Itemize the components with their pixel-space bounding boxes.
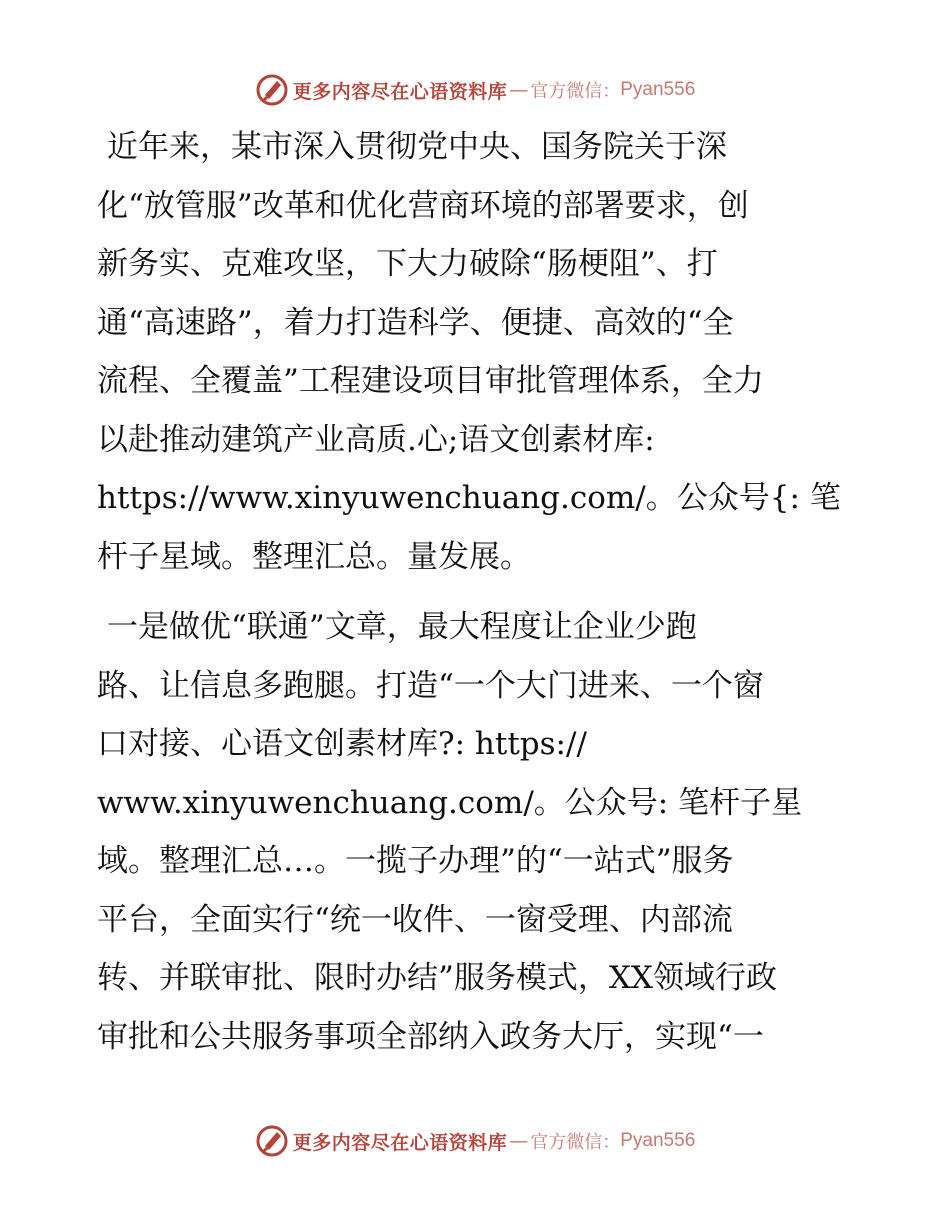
text-line: 口对接、心语文创素材库?: https:// — [97, 726, 587, 762]
brand-logo-icon — [255, 1124, 289, 1158]
text-line: 审批和公共服务事项全部纳入政务大厅，实现“一 — [97, 1018, 764, 1055]
text-line: 域。整理汇总…。一揽子办理”的“一站式”服务 — [97, 843, 734, 879]
brand-logo-icon — [255, 73, 289, 107]
text-line: 流程、全覆盖”工程建设项目审批管理体系，全力 — [97, 363, 764, 399]
header-wechat-label: 官方微信： — [530, 81, 621, 102]
document-body — [97, 118, 857, 1078]
text-line: 路、让信息多跑腿。打造“一个大门进来、一个窗 — [97, 667, 764, 704]
text-line: 近年来，某市深入贯彻党中央、国务院关于深 — [107, 129, 727, 165]
header-watermark — [0, 68, 950, 112]
text-line: 一是做优“联通”文章，最大程度让企业少跑 — [107, 609, 697, 645]
text-line: 化“放管服”改革和优化营商环境的部署要求，创 — [97, 187, 749, 224]
header-separator: — — [509, 79, 529, 101]
text-line: 平台，全面实行“统一收件、一窗受理、内部流 — [97, 901, 733, 938]
paragraph-2 — [97, 598, 857, 1066]
text-line: https://www.xinyuwenchuang.com/。公众号{: 笔 — [97, 480, 841, 516]
text-line: 杆子星域。整理汇总。量发展。 — [97, 538, 531, 575]
header-brand-text: 更多内容尽在心语资料库 — [292, 80, 508, 103]
paragraph-1 — [97, 118, 857, 586]
text-line: 转、并联审批、限时办结”服务模式，XX领域行政 — [97, 960, 777, 996]
text-line: 以赴推动建筑产业高质.心;语文创素材库: — [97, 421, 655, 458]
text-line: www.xinyuwenchuang.com/。公众号: 笔杆子星 — [97, 784, 803, 821]
footer-separator: — — [509, 1130, 529, 1152]
footer-brand-text: 更多内容尽在心语资料库 — [292, 1131, 508, 1154]
text-line: 通“高速路”，着力打造科学、便捷、高效的“全 — [97, 304, 734, 341]
footer-wechat-id: Pyan556 — [620, 1130, 696, 1151]
text-line: 新务实、克难攻坚，下大力破除“肠梗阻”、打 — [97, 246, 718, 282]
footer-wechat-label: 官方微信： — [530, 1132, 621, 1153]
header-wechat-id: Pyan556 — [620, 79, 696, 100]
footer-watermark — [0, 1119, 950, 1163]
